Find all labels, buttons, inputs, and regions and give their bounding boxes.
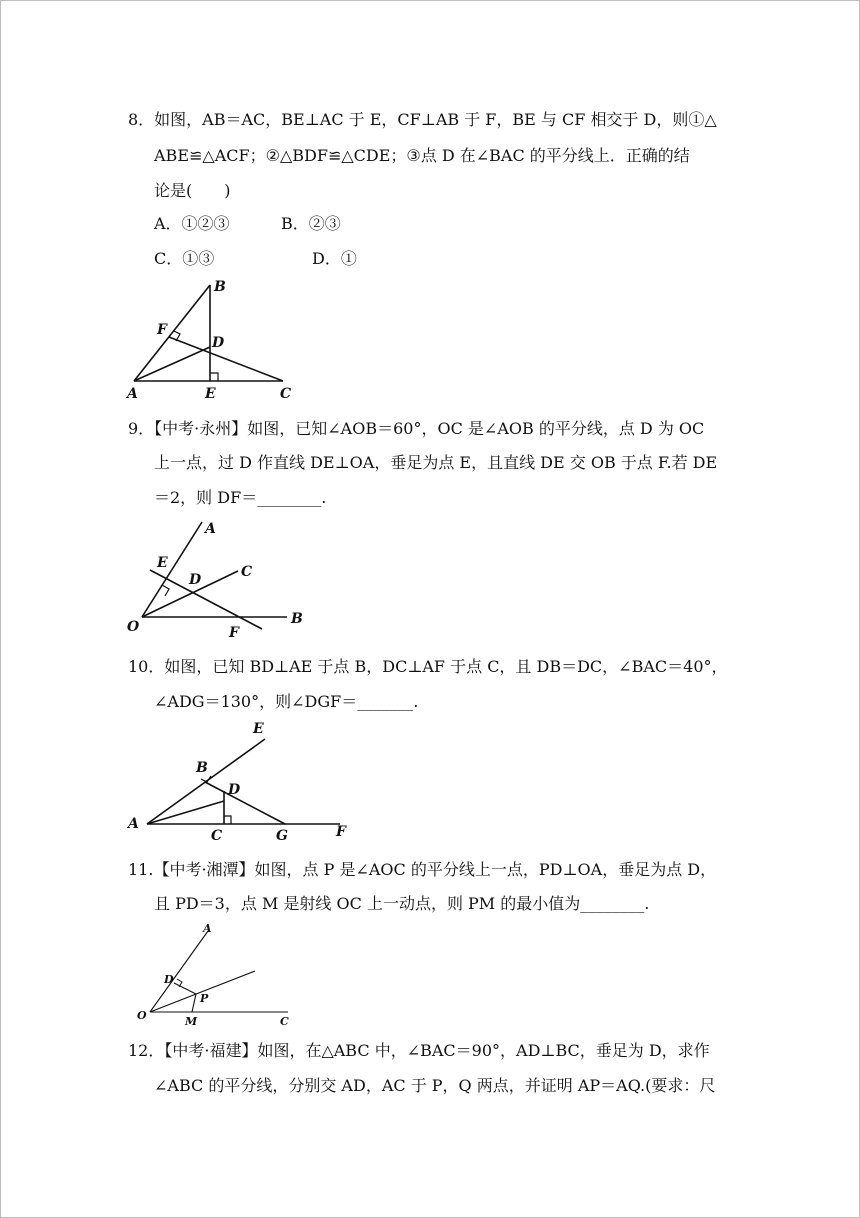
q8-segment-ab (134, 285, 210, 381)
q10-label-d: D (228, 782, 241, 798)
q9-label-d: D (189, 572, 202, 588)
q10-figure (125, 715, 365, 845)
q11-text-line2: 且 PD＝3，点 M 是射线 OC 上一动点，则 PM 的最小值为________. (154, 894, 650, 913)
q10-label-a: A (128, 816, 139, 832)
q10-segment-ad (147, 801, 224, 824)
q11-segment-pm (192, 994, 196, 1012)
q8-option-b: B．②③ (281, 214, 341, 233)
q8-option-c: C．①③ (154, 249, 215, 268)
q9-label-c: C (241, 564, 253, 580)
q10-text-line2: ∠ADG＝130°，则∠DGF＝_______. (154, 692, 419, 711)
q11-label-o: O (137, 1009, 147, 1022)
q8-label-c: C (280, 386, 292, 402)
q12-text-line1: 12．【中考·福建】如图，在△ABC 中，∠BAC＝90°，AD⊥BC，垂足为 D，求作 (128, 1041, 710, 1060)
q10-right-angle-c (224, 816, 231, 824)
q10-label-b: B (196, 760, 208, 776)
q10-label-g: G (276, 828, 288, 844)
q9-text-line3: ＝2，则 DF＝________. (154, 488, 327, 507)
q9-label-e: E (157, 555, 168, 571)
q8-label-f: F (157, 322, 167, 338)
q10-label-f: F (336, 824, 346, 840)
q9-label-a: A (205, 521, 216, 537)
q11-segment-pd (174, 983, 196, 994)
q11-label-p: P (200, 992, 209, 1005)
q9-right-angle-e (162, 585, 169, 596)
q8-figure (125, 275, 300, 405)
q10-label-e: E (253, 721, 264, 737)
q11-figure (130, 922, 300, 1032)
q11-label-d: D (164, 973, 174, 986)
q8-segment-cf (169, 337, 283, 381)
q8-text-line1: 8．如图，AB＝AC，BE⊥AC 于 E，CF⊥AB 于 F，BE 与 CF 相交于 D，则①△ (128, 110, 717, 129)
q12-text-line2: ∠ABC 的平分线，分别交 AD，AC 于 P，Q 两点，并证明 AP＝AQ.(要求：尺 (154, 1076, 716, 1095)
q8-right-angle-e (210, 373, 218, 381)
q10-right-angle-b (201, 776, 211, 782)
q8-text-line3: 论是( ) (154, 181, 231, 200)
q11-label-c: C (280, 1015, 289, 1028)
q8-label-b: B (214, 279, 226, 295)
q11-right-angle-d (177, 979, 182, 987)
q8-option-a: A．①②③ (154, 214, 230, 233)
q8-label-d: D (212, 335, 225, 351)
q10-label-c: C (211, 828, 223, 844)
q11-text-line1: 11.【中考·湘潭】如图，点 P 是∠AOC 的平分线上一点，PD⊥OA，垂足为点 D， (128, 860, 717, 879)
q11-label-a: A (203, 922, 212, 935)
q9-label-o: O (127, 619, 140, 635)
q8-label-e: E (205, 386, 216, 402)
q8-label-a: A (127, 386, 138, 402)
q9-text-line2: 上一点，过 D 作直线 DE⊥OA，垂足为点 E，且直线 DE 交 OB 于点 F.若 DE (154, 453, 718, 472)
q9-label-b: B (291, 611, 303, 627)
q9-figure (125, 517, 315, 642)
q8-text-line2: ABE≌△ACF；②△BDF≌△CDE；③点 D 在∠BAC 的平分线上．正确的结 (154, 146, 690, 165)
q9-text-line1: 9．【中考·永州】如图，已知∠AOB＝60°，OC 是∠AOB 的平分线，点 D 为 OC (128, 419, 705, 438)
q11-label-m: M (185, 1015, 198, 1028)
q8-option-d: D．① (312, 249, 357, 268)
q8-segment-ad (134, 347, 210, 381)
q9-label-f: F (229, 625, 239, 641)
q10-text-line1: 10．如图，已知 BD⊥AE 于点 B，DC⊥AF 于点 C，且 DB＝DC，∠BAC＝40°， (128, 657, 728, 676)
